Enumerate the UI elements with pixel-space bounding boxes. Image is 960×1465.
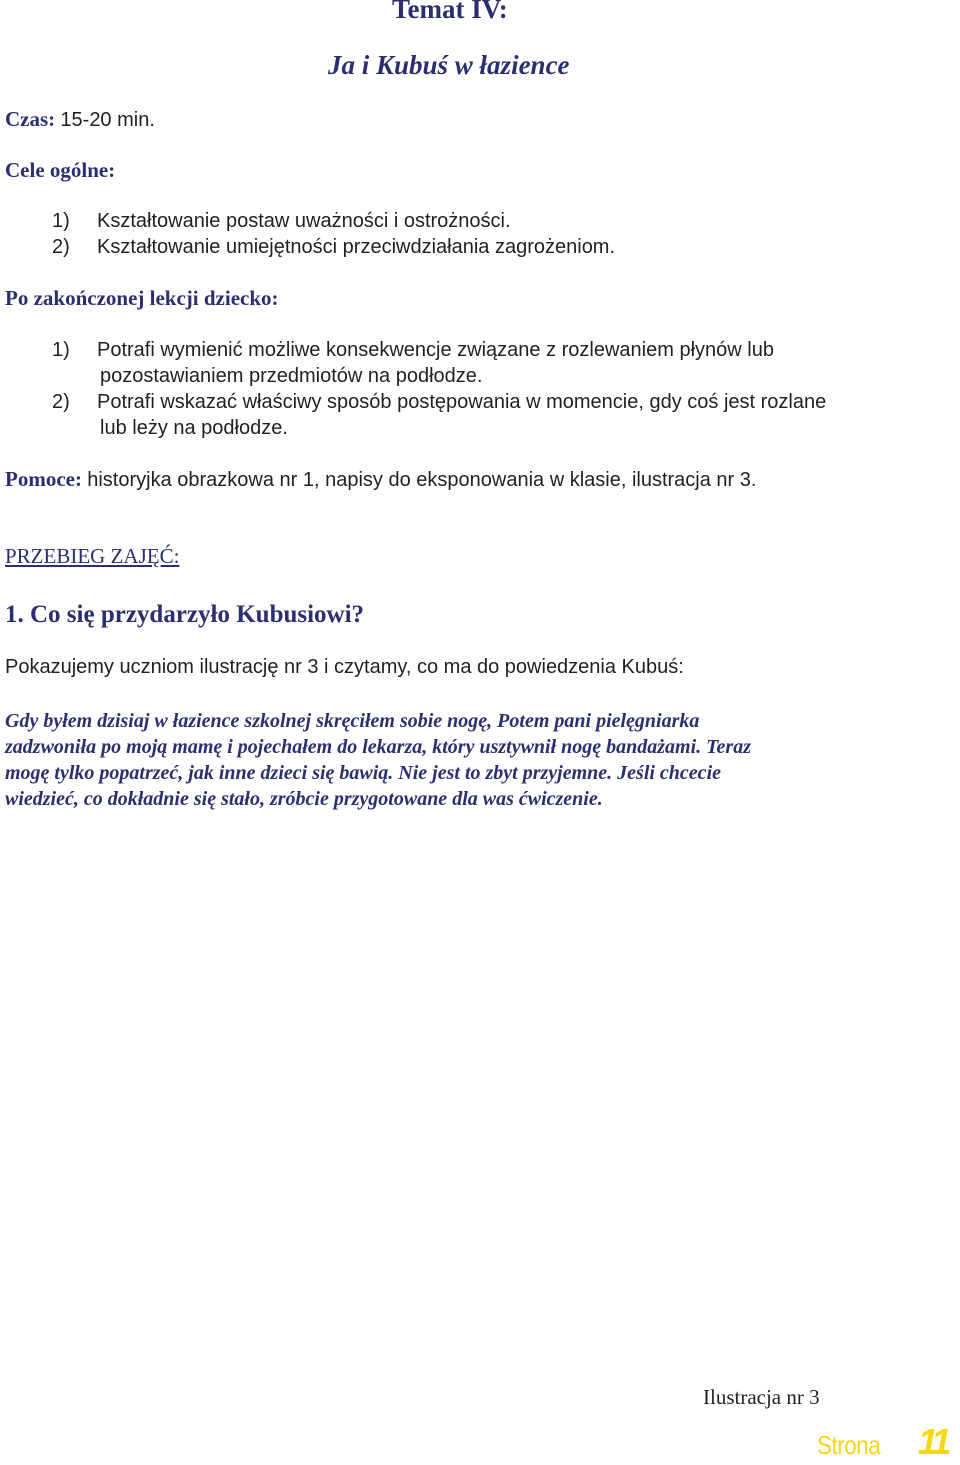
story-line: zadzwoniła po moją mamę i pojechałem do lekarza, który usztywnił nogę bandażami. Teraz <box>5 736 751 758</box>
time-label: Czas: <box>5 107 56 131</box>
outcome-text-line: Potrafi wymienić możliwe konsekwencje związane z rozlewaniem płynów lub <box>97 339 774 361</box>
story-line: mogę tylko popatrzeć, jak inne dzieci się bawią. Nie jest to zbyt przyjemne. Jeśli chcecie <box>5 762 721 784</box>
outcome-text-line: Potrafi wskazać właściwy sposób postępowania w momencie, gdy coś jest rozlane <box>97 391 827 413</box>
page-number: 11 <box>918 1421 948 1462</box>
course-heading: PRZEBIEG ZAJĘĆ: <box>5 544 180 568</box>
aids-text: historyjka obrazkowa nr 1, napisy do eksponowania w klasie, ilustracja nr 3. <box>87 469 757 491</box>
time-line <box>5 107 155 132</box>
aids-line <box>5 467 756 492</box>
goals-heading: Cele ogólne: <box>5 158 116 182</box>
kubus-story <box>5 708 955 812</box>
outcome-number: 2) <box>52 391 70 413</box>
lesson-title: Ja i Kubuś w łazience <box>328 50 570 80</box>
story-line: Gdy byłem dzisiaj w łazience szkolnej skręciłem sobie nogę, Potem pani pielęgniarka <box>5 710 700 732</box>
story-line: wiedzieć, co dokładnie się stało, zróbcie przygotowane dla was ćwiczenie. <box>5 788 603 810</box>
outcome-text-line: lub leży na podłodze. <box>100 417 288 439</box>
outcomes-heading: Po zakończonej lekcji dziecko: <box>5 286 279 310</box>
topic-title: Temat IV: <box>392 0 508 24</box>
goal-text: Kształtowanie postaw uważności i ostrożności. <box>97 210 511 232</box>
aids-label: Pomoce: <box>5 467 82 491</box>
time-value: 15-20 min. <box>60 109 155 131</box>
goal-number: 1) <box>52 210 70 232</box>
illustration-caption: Ilustracja nr 3 <box>703 1385 820 1409</box>
section-heading: 1. Co się przydarzyło Kubusiowi? <box>5 601 365 628</box>
goal-text: Kształtowanie umiejętności przeciwdziałania zagrożeniom. <box>97 236 616 258</box>
outcome-text-line: pozostawianiem przedmiotów na podłodze. <box>100 365 483 387</box>
outcome-number: 1) <box>52 339 70 361</box>
page-label: Strona <box>817 1430 881 1460</box>
section-intro: Pokazujemy uczniom ilustrację nr 3 i czytamy, co ma do powiedzenia Kubuś: <box>5 656 684 678</box>
goal-number: 2) <box>52 236 70 258</box>
